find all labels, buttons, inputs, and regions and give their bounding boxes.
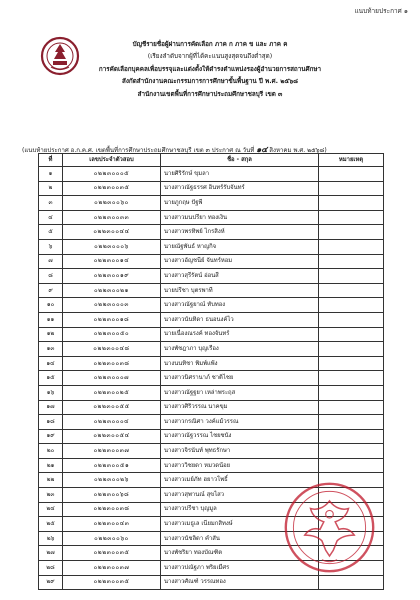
row-exam-id: ๐๒๒๓๐๐๓๕ bbox=[63, 546, 161, 561]
row-name: นางสาวศิริวรรณ นาคขุม bbox=[161, 400, 319, 415]
row-exam-id: ๐๒๒๓๐๐๖๐ bbox=[63, 196, 161, 211]
row-exam-id: ๐๒๒๓๐๐๕๑ bbox=[63, 458, 161, 473]
row-name: นายภูกฤษ ปัฐพี bbox=[161, 196, 319, 211]
row-exam-id: ๐๒๒๓๐๐๑๘ bbox=[63, 312, 161, 327]
table-row bbox=[39, 225, 384, 240]
row-number: ๒๕ bbox=[39, 517, 63, 532]
row-name: นางพัชฎาภา บุญเรือง bbox=[161, 342, 319, 357]
row-number: ๑๖ bbox=[39, 385, 63, 400]
row-name: นางสาวปรีชา บุญมูล bbox=[161, 502, 319, 517]
row-number: ๑๓ bbox=[39, 342, 63, 357]
row-name: นางสาวณัฐวรรณ ไชยชนัง bbox=[161, 429, 319, 444]
row-remark bbox=[319, 342, 384, 357]
table-row bbox=[39, 444, 384, 459]
row-exam-id: ๐๒๒๓๐๐๖๐ bbox=[63, 531, 161, 546]
row-name: นายปรีชา บุตรพาที bbox=[161, 283, 319, 298]
table-header-row bbox=[39, 154, 384, 167]
row-name: นายเนื่องณรงค์ ทองจันทร์ bbox=[161, 327, 319, 342]
row-exam-id: ๐๒๒๓๐๐๓๗ bbox=[63, 561, 161, 576]
row-exam-id: ๐๒๒๓๐๐๖๘ bbox=[63, 488, 161, 503]
row-name: นางสาวพรทิพย์ ไกรสิงห์ bbox=[161, 225, 319, 240]
row-exam-id: ๐๒๒๓๐๐๕๔ bbox=[63, 429, 161, 444]
row-remark bbox=[319, 283, 384, 298]
row-number: ๖ bbox=[39, 239, 63, 254]
row-name: นางสาวศัณฑ์ วรรณทอง bbox=[161, 575, 319, 590]
table-row bbox=[39, 239, 384, 254]
header-remark: หมายเหตุ bbox=[319, 154, 384, 167]
row-number: ๕ bbox=[39, 225, 63, 240]
row-name: นายศิริรักษ์ ขุมลา bbox=[161, 167, 319, 182]
row-name: นางสาวมนปรียา ทองเงิน bbox=[161, 210, 319, 225]
row-number: ๑๕ bbox=[39, 371, 63, 386]
row-remark bbox=[319, 196, 384, 211]
row-remark bbox=[319, 269, 384, 284]
row-exam-id: ๐๒๒๓๐๐๒๕ bbox=[63, 385, 161, 400]
reference-day: ๑๔ bbox=[256, 145, 268, 154]
row-number: ๔ bbox=[39, 210, 63, 225]
row-exam-id: ๐๒๒๓๐๐๑๔ bbox=[63, 254, 161, 269]
row-name: นางสาวณัฐยาณ์ ทับทอง bbox=[161, 298, 319, 313]
row-remark bbox=[319, 181, 384, 196]
row-remark bbox=[319, 415, 384, 430]
row-exam-id: ๐๒๒๓๐๐๐๕ bbox=[63, 167, 161, 182]
row-number: ๒๗ bbox=[39, 546, 63, 561]
row-exam-id: ๐๒๒๓๐๐๓๓ bbox=[63, 210, 161, 225]
row-exam-id: ๐๒๒๓๐๐๐๖ bbox=[63, 239, 161, 254]
heading-line-1: บัญชีรายชื่อผู้ผ่านการคัดเลือก ภาค ก ภาค ข และ ภาค ค bbox=[132, 41, 288, 48]
row-exam-id: ๐๒๒๓๐๐๑๙ bbox=[63, 269, 161, 284]
row-exam-id: ๐๒๒๓๐๐๕๐ bbox=[63, 327, 161, 342]
row-remark bbox=[319, 371, 384, 386]
row-remark bbox=[319, 312, 384, 327]
row-exam-id: ๐๒๒๓๐๐๒๖ bbox=[63, 473, 161, 488]
row-remark bbox=[319, 327, 384, 342]
row-remark bbox=[319, 385, 384, 400]
row-name: นางสาวณัฐธรรศ อินทร์รับจันทร์ bbox=[161, 181, 319, 196]
row-remark bbox=[319, 225, 384, 240]
header-exam-id: เลขประจำตัวสอบ bbox=[63, 154, 161, 167]
row-number: ๑๙ bbox=[39, 429, 63, 444]
row-exam-id: ๐๒๒๓๐๐๓๗ bbox=[63, 444, 161, 459]
row-number: ๑๔ bbox=[39, 356, 63, 371]
row-remark bbox=[319, 400, 384, 415]
reference-suffix: สิงหาคม พ.ศ. ๒๕๖๘) bbox=[269, 147, 327, 154]
row-number: ๒๖ bbox=[39, 531, 63, 546]
appendix-label: แนบท้ายประกาศ ๑ bbox=[354, 7, 408, 15]
row-remark bbox=[319, 239, 384, 254]
row-number: ๙ bbox=[39, 283, 63, 298]
row-number: ๑๗ bbox=[39, 400, 63, 415]
row-remark bbox=[319, 429, 384, 444]
header-no: ที่ bbox=[39, 154, 63, 167]
table-row bbox=[39, 575, 384, 590]
row-number: ๒๑ bbox=[39, 458, 63, 473]
row-number: ๑ bbox=[39, 167, 63, 182]
row-remark bbox=[319, 254, 384, 269]
table-row bbox=[39, 283, 384, 298]
row-number: ๓ bbox=[39, 196, 63, 211]
row-name: นายณัฐพันธ์ หาญกิจ bbox=[161, 239, 319, 254]
row-exam-id: ๐๒๒๓๐๐๔๘ bbox=[63, 342, 161, 357]
row-number: ๘ bbox=[39, 269, 63, 284]
row-name: นางนนทิชา พิมพ์แพ้ง bbox=[161, 356, 319, 371]
row-name: นางสาวกรณิศา วงค์แม้วรรณ bbox=[161, 415, 319, 430]
row-number: ๗ bbox=[39, 254, 63, 269]
row-name: นางสาววิชยดา หมวดน้อย bbox=[161, 458, 319, 473]
table-row bbox=[39, 181, 384, 196]
row-number: ๑๐ bbox=[39, 298, 63, 313]
row-number: ๑๑ bbox=[39, 312, 63, 327]
row-remark bbox=[319, 356, 384, 371]
row-name: นางสาวเมย์ภัท ฮยาวโพธิ์ bbox=[161, 473, 319, 488]
row-exam-id: ๐๒๒๓๐๐๐๓ bbox=[63, 298, 161, 313]
table-row bbox=[39, 196, 384, 211]
row-exam-id: ๐๒๒๓๐๐๓๕ bbox=[63, 181, 161, 196]
heading-line-5: สำนักงานเขตพื้นที่การศึกษาประถมศึกษาชลบุรี เขต ๓ bbox=[137, 91, 283, 98]
row-name: นางสาวปณัฐภา พริยเมืศร bbox=[161, 561, 319, 576]
row-remark bbox=[319, 167, 384, 182]
row-name: นางพัชริยา ทองบัณฑิต bbox=[161, 546, 319, 561]
header-name: ชื่อ - สกุล bbox=[161, 154, 319, 167]
row-exam-id: ๐๒๒๓๐๐๓๘ bbox=[63, 356, 161, 371]
row-number: ๒๔ bbox=[39, 502, 63, 517]
row-name: นางสาวสุรีรัตน์ อ่อนสี bbox=[161, 269, 319, 284]
row-exam-id: ๐๒๒๓๐๐๐๔ bbox=[63, 415, 161, 430]
table-row bbox=[39, 298, 384, 313]
heading-line-3: การคัดเลือกบุคคลเพื่อบรรจุและแต่งตั้งให้ดำรงตำแหน่งรองผู้อำนวยการสถานศึกษา bbox=[98, 66, 322, 73]
heading-line-4: สังกัดสำนักงานคณะกรรมการการศึกษาขั้นพื้นฐาน ปี พ.ศ. ๒๕๖๘ bbox=[121, 78, 298, 85]
garuda-seal-icon bbox=[282, 480, 377, 575]
row-name: นางสาวจิรนันท์ พุทธรักษา bbox=[161, 444, 319, 459]
table-row bbox=[39, 342, 384, 357]
row-exam-id: ๐๒๒๓๐๐๔๔ bbox=[63, 225, 161, 240]
row-number: ๒๘ bbox=[39, 561, 63, 576]
row-exam-id: ๐๒๒๓๐๐๔๓ bbox=[63, 517, 161, 532]
row-remark bbox=[319, 458, 384, 473]
row-number: ๒๐ bbox=[39, 444, 63, 459]
table-row bbox=[39, 458, 384, 473]
table-row bbox=[39, 312, 384, 327]
table-row bbox=[39, 167, 384, 182]
table-row bbox=[39, 254, 384, 269]
row-exam-id: ๐๒๒๓๐๐๓๕ bbox=[63, 575, 161, 590]
row-number: ๒๙ bbox=[39, 575, 63, 590]
row-name: นางสาวนันทิดา ธนอนงค์ไว bbox=[161, 312, 319, 327]
row-number: ๒ bbox=[39, 181, 63, 196]
table-row bbox=[39, 269, 384, 284]
table-row bbox=[39, 429, 384, 444]
row-exam-id: ๐๒๒๓๐๐๐๗ bbox=[63, 371, 161, 386]
row-name: นางสาวณัฐฐยา เหล่าพระฤส bbox=[161, 385, 319, 400]
row-remark bbox=[319, 575, 384, 590]
row-number: ๑๒ bbox=[39, 327, 63, 342]
row-remark bbox=[319, 298, 384, 313]
table-row bbox=[39, 371, 384, 386]
row-exam-id: ๐๒๒๓๐๐๕๕ bbox=[63, 400, 161, 415]
row-name: นางสาวนิศรานาภ์ ชาติไชย bbox=[161, 371, 319, 386]
table-row bbox=[39, 356, 384, 371]
row-name: นางสาวอัญชนีย์ จันทร์หอม bbox=[161, 254, 319, 269]
heading-line-2: (เรียงลำดับจากผู้ที่ได้คะแนนสูงสุดจนถึงต่ำสุด) bbox=[147, 53, 273, 60]
table-row bbox=[39, 385, 384, 400]
table-row bbox=[39, 210, 384, 225]
row-remark bbox=[319, 210, 384, 225]
table-row bbox=[39, 415, 384, 430]
row-exam-id: ๐๒๒๓๐๐๒๑ bbox=[63, 283, 161, 298]
row-number: ๒๒ bbox=[39, 473, 63, 488]
table-row bbox=[39, 400, 384, 415]
row-name: นางสาวเมธูเล เนียมกสิทงษ์ bbox=[161, 517, 319, 532]
row-exam-id: ๐๒๒๓๐๐๓๘ bbox=[63, 502, 161, 517]
row-number: ๒๓ bbox=[39, 488, 63, 503]
row-remark bbox=[319, 444, 384, 459]
row-name: นางสาวนัชลิดา คำสัน bbox=[161, 531, 319, 546]
table-row bbox=[39, 327, 384, 342]
row-number: ๑๘ bbox=[39, 415, 63, 430]
reference-prefix: (แนบท้ายประกาศ อ.ก.ค.ศ. เขตพื้นที่การศึกษาประถมศึกษาชลบุรี เขต ๓ ประกาศ ณ วันที่ bbox=[22, 147, 255, 154]
row-name: นางสาวสุพานณ์ สุขไสว bbox=[161, 488, 319, 503]
